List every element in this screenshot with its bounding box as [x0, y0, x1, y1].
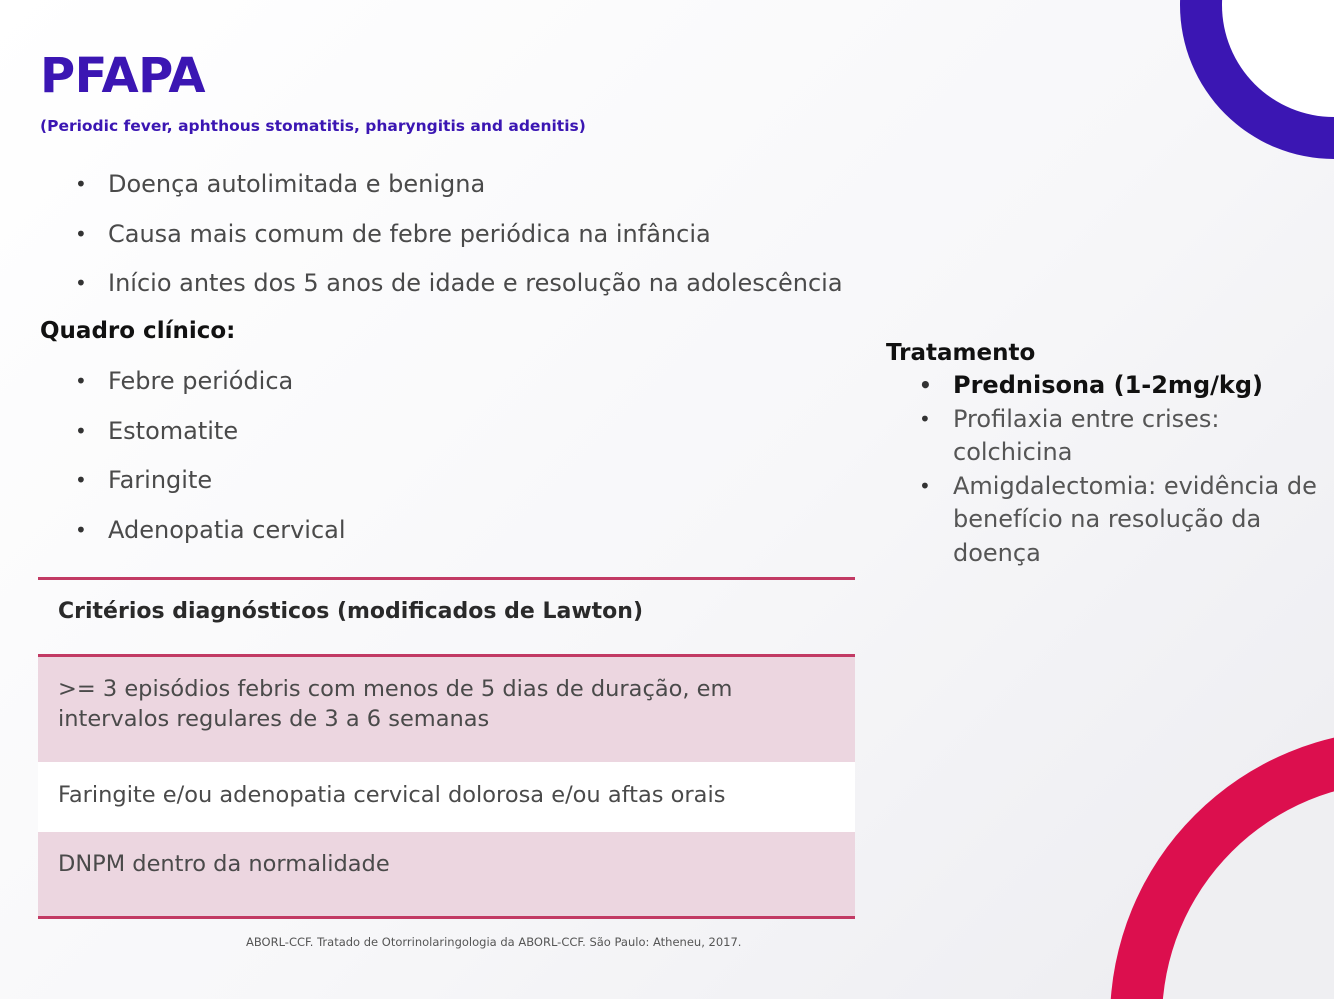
treatment-bullet-amigdalectomia: • Amigdalectomia: evidência de benefício na resolução da doença: [886, 470, 1326, 571]
treatment-bullet-profilaxia: • Profilaxia entre crises: colchicina: [886, 403, 1326, 470]
treatment-bullet-prednisona: • Prednisona (1-2mg/kg): [886, 369, 1326, 403]
intro-bullet: • Início antes dos 5 anos de idade e resolução na adolescência: [75, 265, 975, 315]
criteria-row: >= 3 episódios febris com menos de 5 dias de duração, em intervalos regulares de 3 a 6 semanas: [38, 657, 855, 762]
clinical-bullet: • Estomatite: [75, 413, 675, 463]
diagnostic-criteria-table: [38, 577, 855, 919]
clinical-heading: Quadro clínico:: [40, 318, 236, 344]
clinical-bullet: • Febre periódica: [75, 363, 675, 413]
intro-bullet-list: [75, 166, 975, 315]
criteria-table-header: Critérios diagnósticos (modificados de Lawton): [38, 577, 855, 657]
criteria-row: DNPM dentro da normalidade: [38, 832, 855, 919]
treatment-heading: Tratamento: [886, 340, 1036, 366]
slide-subtitle: (Periodic fever, aphthous stomatitis, pharyngitis and adenitis): [40, 117, 586, 135]
decorative-arc-top: [1180, 0, 1334, 215]
decorative-arc-bottom: [1100, 720, 1334, 999]
citation: ABORL-CCF. Tratado de Otorrinolaringologia da ABORL-CCF. São Paulo: Atheneu, 2017.: [246, 935, 742, 949]
intro-bullet: • Causa mais comum de febre periódica na infância: [75, 216, 975, 266]
criteria-row: Faringite e/ou adenopatia cervical dolorosa e/ou aftas orais: [38, 762, 855, 832]
slide-title: PFAPA: [40, 48, 206, 104]
treatment-bullet-list: [886, 369, 1326, 570]
clinical-bullet: • Faringite: [75, 462, 675, 512]
intro-bullet: • Doença autolimitada e benigna: [75, 166, 975, 216]
clinical-bullet: • Adenopatia cervical: [75, 512, 675, 562]
treatment-section: [886, 337, 1326, 570]
clinical-bullet-list: [75, 363, 675, 561]
